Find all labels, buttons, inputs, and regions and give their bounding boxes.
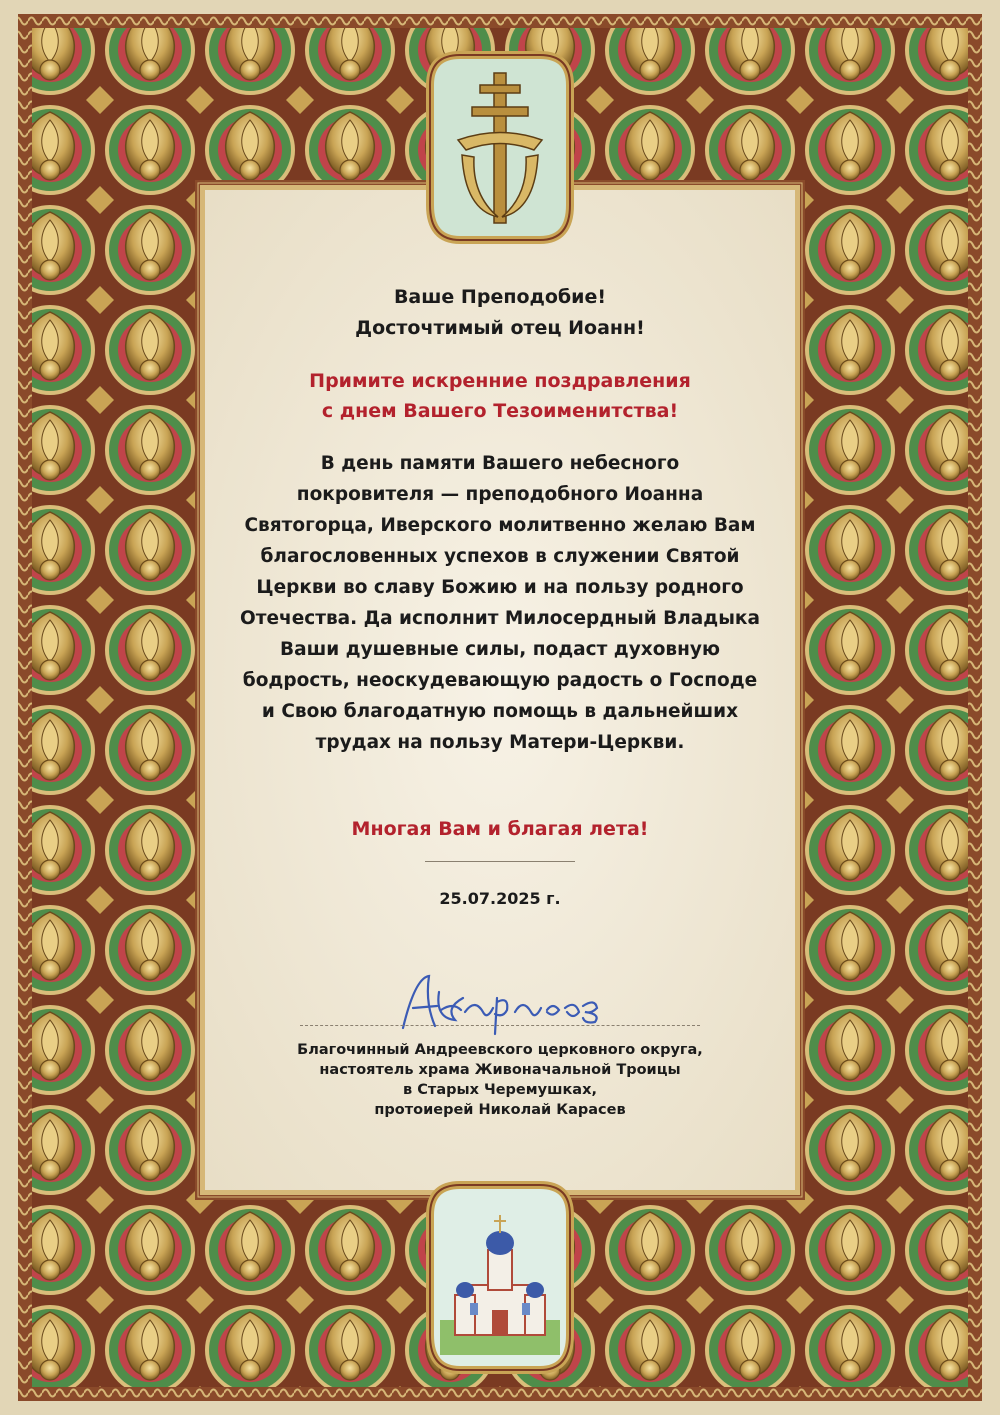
message-line: Отечества. Да исполнит Милосердный Владыка — [240, 608, 760, 629]
greeting-line-1: Ваше Преподобие! — [393, 286, 607, 308]
congratulation — [205, 366, 795, 426]
signature — [395, 968, 615, 1040]
signer-line: протоиерей Николай Карасев — [374, 1102, 626, 1118]
divider — [425, 861, 575, 862]
congratulation-line-2: с днем Вашего Тезоименитства! — [321, 400, 679, 422]
message-line: Ваши душевные силы, подаст духовную — [280, 639, 720, 660]
message-line: благословенных успехов в служении Святой — [260, 546, 740, 567]
message-line: бодрость, неоскудевающую радость о Господе — [242, 670, 758, 691]
signer-line: Благочинный Андреевского церковного округа, — [297, 1042, 703, 1058]
message-line: Церкви во славу Божию и на пользу родного — [256, 577, 744, 598]
church-icon — [410, 1175, 590, 1375]
signer-line: настоятель храма Живоначальной Троицы — [319, 1062, 681, 1078]
message-line: покровителя — преподобного Иоанна — [296, 484, 704, 505]
congratulation-line-1: Примите искренние поздравления — [309, 370, 691, 392]
greeting — [205, 282, 795, 344]
letter-body — [205, 190, 795, 1190]
greeting-line-2: Досточтимый отец Иоанн! — [355, 317, 645, 339]
signer-line: в Старых Черемушках, — [403, 1082, 597, 1098]
wish: Многая Вам и благая лета! — [351, 818, 649, 840]
message — [205, 448, 795, 758]
message-line: Святогорца, Иверского молитвенно желаю Вам — [244, 515, 756, 536]
message-line: В день памяти Вашего небесного — [320, 453, 680, 474]
signature-line — [300, 1025, 700, 1026]
date: 25.07.2025 г. — [439, 889, 561, 908]
signer — [205, 1040, 795, 1120]
message-line: трудах на пользу Матери-Церкви. — [315, 732, 685, 753]
message-line: и Свою благодатную помощь в дальнейших — [261, 701, 739, 722]
